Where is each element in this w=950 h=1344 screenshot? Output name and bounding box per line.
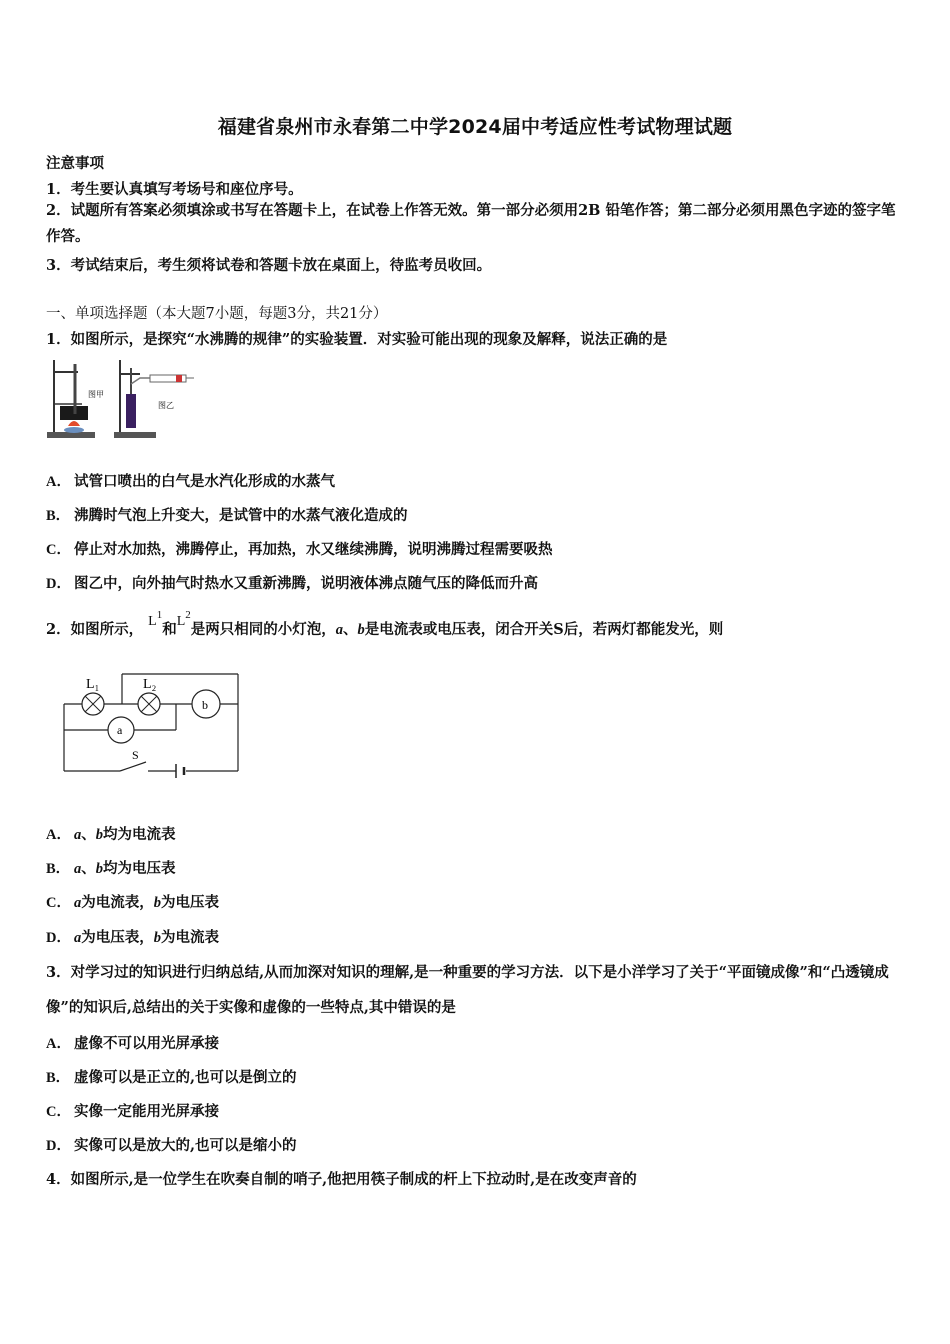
q3-option-d: D． 实像可以是放大的,也可以是缩小的: [46, 1137, 297, 1154]
q4-stem: 4．如图所示,是一位学生在吹奏自制的哨子,他把用筷子制成的杆上下拉动时,是在改变声音的: [46, 1171, 637, 1188]
circuit-label-s: S: [132, 748, 139, 762]
q1-figure: [44, 354, 196, 444]
q2-option-a: A． a、b均为电流表: [46, 826, 176, 843]
lamp-l2: [138, 693, 160, 715]
notice-heading: 注意事项: [46, 155, 104, 172]
lamp-l1-label: $L^1$: [148, 609, 163, 629]
q2-option-d: D． a为电压表，b为电流表: [46, 929, 219, 946]
notice-item-3: 3．考试结束后，考生须将试卷和答题卡放在桌面上，待监考员收回。: [46, 257, 492, 274]
page-title: 福建省泉州市永春第二中学2024届中考适应性考试物理试题: [217, 116, 733, 138]
circuit-diagram: [56, 670, 246, 780]
q1-option-d: D． 图乙中，向外抽气时热水又重新沸腾，说明液体沸点随气压的降低而升高: [46, 575, 538, 592]
q3-stem: 3．对学习过的知识进行归纳总结,从而加深对知识的理解,是一种重要的学习方法．以下是小洋学习了关于“平面镜成像”和“凸透镜成像”的知识后,总结出的关于实像和虚像的一些特点,其中错误的是: [46, 964, 889, 1016]
q1-stem: 1．如图所示，是探究“水沸腾的规律”的实验装置．对实验可能出现的现象及解释，说法正确的是: [46, 331, 668, 348]
q1-option-a: A． 试管口喷出的白气是水汽化形成的水蒸气: [46, 473, 335, 490]
lamp-l2-label: $L^2$: [176, 609, 191, 629]
q2-option-b: B． a、b均为电压表: [46, 860, 176, 877]
q2-stem: 2．如图所示， $L^1$和$L^2$是两只相同的小灯泡，a、b是电流表或电压表，闭合开关S后，若两灯都能发光，则: [46, 609, 724, 638]
circuit-label-l2: L₂: [143, 677, 157, 692]
fig-label-a: 图甲: [88, 390, 104, 399]
notice-item-1: 1．考生要认真填写考场号和座位序号。: [46, 181, 303, 198]
q1-option-c: C． 停止对水加热，沸腾停止，再加热，水又继续沸腾，说明沸腾过程需要吸热: [46, 541, 553, 558]
q2-option-c: C． a为电流表，b为电压表: [46, 894, 219, 911]
section-heading: 一、单项选择题（本大题7小题，每题3分，共21分）: [46, 306, 388, 322]
circuit-label-b: b: [202, 698, 208, 712]
fig-label-b: 图乙: [158, 401, 174, 410]
q3-option-c: C． 实像一定能用光屏承接: [46, 1103, 219, 1120]
q1-option-b: B． 沸腾时气泡上升变大，是试管中的水蒸气液化造成的: [46, 507, 408, 524]
notice-item-2: 2．试题所有答案必须填涂或书写在答题卡上，在试卷上作答无效。第一部分必须用2B 铅笔作答；第二部分必须用黑色字迹的签字笔作答。: [46, 202, 896, 245]
lamp-l1: [82, 693, 104, 715]
circuit-label-l1: L₁: [86, 677, 100, 692]
q3-option-a: A． 虚像不可以用光屏承接: [46, 1035, 219, 1052]
circuit-label-a: a: [117, 723, 123, 737]
q3-option-b: B． 虚像可以是正立的,也可以是倒立的: [46, 1069, 297, 1086]
